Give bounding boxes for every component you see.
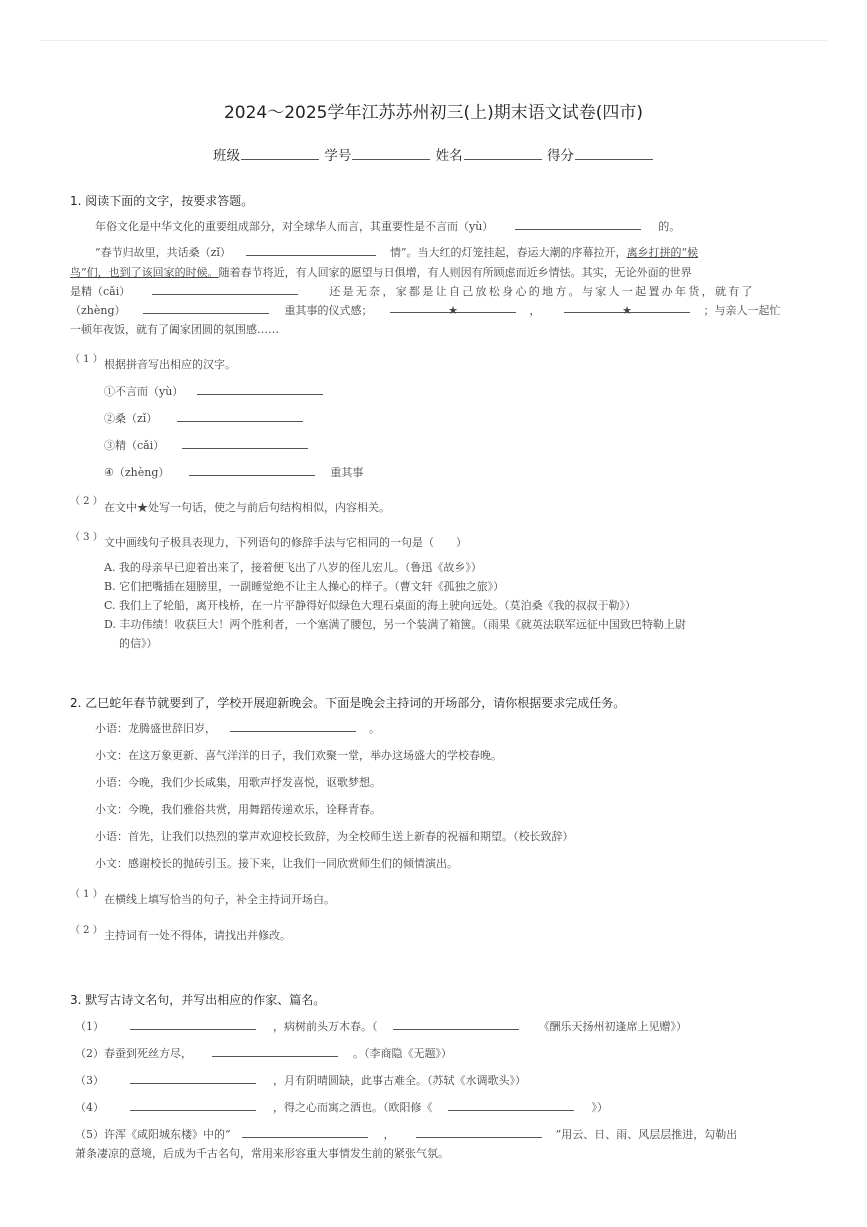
exam-title: 2024～2025学年江苏苏州初三(上)期末语文试卷(四市) bbox=[223, 103, 644, 123]
star-icon: ★ bbox=[137, 501, 148, 514]
id-label: 学号 bbox=[324, 148, 352, 164]
q1-s1-item4 bbox=[104, 463, 363, 482]
row-text: ，病树前头万木春。（ bbox=[273, 1020, 378, 1033]
q2-heading: 2. 乙巳蛇年春节就要到了，学校开展迎新晚会。下面是晚会主持词的开场部分，请你根据要求完成任务。 bbox=[70, 696, 626, 710]
answer-blank[interactable] bbox=[393, 1018, 519, 1030]
answer-blank[interactable] bbox=[448, 1099, 574, 1111]
q2-line4: 小文：今晚，我们雅俗共赏，用舞蹈传递欢乐，诠释青春。 bbox=[95, 803, 381, 816]
q1-s2-number: （ 2 ） bbox=[70, 496, 103, 507]
q3-row2 bbox=[75, 1044, 452, 1063]
answer-blank[interactable] bbox=[130, 1099, 256, 1111]
answer-blank[interactable] bbox=[130, 1072, 256, 1084]
row-label: （4） bbox=[75, 1101, 104, 1114]
q2-s2-number: （ 2 ） bbox=[70, 925, 103, 936]
q2-line3: 小语：今晚，我们少长咸集，用歌声抒发喜悦，讴歌梦想。 bbox=[95, 776, 381, 789]
q2-line1-end: 。 bbox=[369, 722, 380, 735]
q1-line3-text: 随着春节将近，有人回家的愿望与日俱增，有人则因有所顾虑而近乡情怯。其实，无论外面的世界 bbox=[218, 266, 692, 279]
answer-blank[interactable] bbox=[212, 1045, 338, 1057]
q2-s2-prompt: 主持词有一处不得体，请找出并修改。 bbox=[104, 929, 291, 942]
q2-blank[interactable] bbox=[230, 720, 356, 732]
q1-line5-end: ；与亲人一起忙 bbox=[703, 304, 781, 317]
q1-blank-cai[interactable] bbox=[152, 283, 298, 295]
q2-line2: 小文：在这万象更新、喜气洋洋的日子，我们欢聚一堂，举办这场盛大的学校春晚。 bbox=[95, 749, 502, 762]
row-text-end: 《酬乐天扬州初逢席上见赠》） bbox=[538, 1020, 687, 1033]
row-text-end: ”用云、日、雨、风层层推进，勾勒出 bbox=[555, 1128, 738, 1141]
name-label: 姓名 bbox=[435, 148, 463, 164]
top-divider bbox=[40, 40, 827, 41]
q1-blank-yu[interactable] bbox=[515, 218, 641, 230]
q2-line5: 小语：首先，让我们以热烈的掌声欢迎校长致辞，为全校师生送上新春的祝福和期望。（校长致辞） bbox=[95, 830, 574, 843]
q3-row3 bbox=[75, 1071, 526, 1090]
q2-s1-number: （ 1 ） bbox=[70, 889, 103, 900]
q1-line3 bbox=[70, 263, 692, 282]
score-blank[interactable] bbox=[575, 147, 653, 160]
q1-line1-end: 的。 bbox=[658, 220, 681, 233]
row-label: （1） bbox=[75, 1020, 104, 1033]
answer-blank[interactable] bbox=[182, 437, 308, 449]
student-info-fields bbox=[0, 144, 867, 164]
row-text: （5）许浑《咸阳城东楼》中的“ bbox=[75, 1128, 231, 1141]
q1-line5-mid: 重其事的仪式感； bbox=[284, 304, 373, 317]
q1-heading: 1. 阅读下面的文字，按要求答题。 bbox=[70, 194, 254, 208]
class-label: 班级 bbox=[213, 148, 241, 164]
q1-line6: 一顿年夜饭，就有了阖家团圆的氛围感…… bbox=[70, 323, 279, 336]
q2-line1 bbox=[95, 719, 380, 738]
answer-blank[interactable] bbox=[416, 1126, 542, 1138]
star-icon: ★ bbox=[622, 304, 632, 317]
q1-option-d-cont: 的信》） bbox=[119, 637, 158, 650]
q1-line2-mid: 情”。当大红的灯笼挂起，春运大潮的序幕拉开， bbox=[389, 246, 627, 259]
q1-s1-item1 bbox=[104, 382, 323, 401]
q1-s3-prompt: 文中画线句子极具表现力，下列语句的修辞手法与它相同的一句是（ ） bbox=[104, 536, 467, 549]
item-label: ④（zhèng） bbox=[104, 466, 170, 479]
row-text: （2）春蚕到死丝方尽， bbox=[75, 1047, 192, 1060]
answer-blank[interactable] bbox=[242, 1126, 368, 1138]
item-label: ③精（cǎi） bbox=[104, 439, 165, 452]
row-text: ，得之心而寓之酒也。（欧阳修《 bbox=[273, 1101, 433, 1114]
q1-line4-end: 还是无奈，家都是让自己放松身心的地方。与家人一起置办年货，就有了 bbox=[329, 285, 755, 298]
q1-s1-item3 bbox=[104, 436, 308, 455]
row-text-end: 》） bbox=[591, 1101, 608, 1114]
q3-row4 bbox=[75, 1098, 608, 1117]
q3-row1 bbox=[75, 1017, 687, 1036]
q1-blank-zi[interactable] bbox=[246, 244, 376, 256]
q1-s1-number: （ 1 ） bbox=[70, 354, 103, 365]
q3-row6: 萧条凄凉的意境，后成为千古名句，常用来形容重大事情发生前的紧张气氛。 bbox=[75, 1147, 449, 1160]
star-icon: ★ bbox=[448, 304, 458, 317]
answer-blank[interactable] bbox=[197, 383, 323, 395]
q3-row5 bbox=[75, 1125, 737, 1144]
q2-line6: 小文：感谢校长的抛砖引玉。接下来，让我们一同欣赏师生们的倾情演出。 bbox=[95, 857, 458, 870]
q1-underlined-a: 离乡打拼的“候 bbox=[626, 246, 699, 259]
s2-text-b: 处写一句话，使之与前后句结构相似，内容相关。 bbox=[148, 501, 390, 514]
q1-blank-star1[interactable] bbox=[390, 301, 516, 317]
row-label: （3） bbox=[75, 1074, 104, 1087]
q1-comma: ， bbox=[529, 304, 541, 317]
q1-s2-prompt bbox=[104, 498, 390, 517]
q1-underlined-b: 鸟”们，也到了该回家的时候。 bbox=[70, 266, 219, 279]
q1-blank-zheng[interactable] bbox=[143, 302, 269, 314]
q1-blank-star2[interactable] bbox=[564, 301, 690, 317]
q1-line1-text: 年俗文化是中华文化的重要组成部分，对全球华人而言，其重要性是不言而（yù） bbox=[95, 220, 494, 233]
q3-heading: 3. 默写古诗文名句，并写出相应的作家、篇名。 bbox=[70, 993, 326, 1007]
q2-s1-prompt: 在横线上填写恰当的句子，补全主持词开场白。 bbox=[104, 893, 335, 906]
q1-option-c[interactable]: C. 我们上了轮船，离开栈桥，在一片平静得好似绿色大理石桌面的海上驶向远处。（莫泊桑《我的叔叔于勒》） bbox=[104, 599, 637, 612]
q1-option-d[interactable]: D. 丰功伟绩！收获巨大！两个胜利者，一个塞满了腰包，另一个装满了箱箧。（雨果《就英法联军远征中国致巴特勒上尉 bbox=[104, 618, 686, 631]
q1-line2 bbox=[95, 243, 698, 262]
row-text-end: 。（李商隐《无题》） bbox=[353, 1047, 452, 1060]
answer-blank[interactable] bbox=[177, 410, 303, 422]
q1-line5-text: （zhèng） bbox=[70, 304, 126, 317]
answer-blank[interactable] bbox=[130, 1018, 256, 1030]
class-blank[interactable] bbox=[241, 147, 319, 160]
s2-text-a: 在文中 bbox=[104, 501, 137, 514]
q1-line5 bbox=[70, 301, 781, 320]
id-blank[interactable] bbox=[352, 147, 430, 160]
q1-option-a[interactable]: A. 我的母亲早已迎着出来了，接着便飞出了八岁的侄儿宏儿。（鲁迅《故乡》） bbox=[104, 561, 482, 574]
item-tail: 重其事 bbox=[330, 466, 364, 479]
q1-option-b[interactable]: B. 它们把嘴插在翅膀里，一副睡觉绝不让主人操心的样子。（曹文轩《孤独之旅》） bbox=[104, 580, 505, 593]
q1-line2-text: “春节归故里，共话桑（zǐ） bbox=[95, 246, 231, 259]
q1-line4 bbox=[70, 282, 755, 301]
row-text: ，月有阴晴圆缺，此事古难全。（苏轼《水调歌头》） bbox=[273, 1074, 526, 1087]
item-label: ②桑（zǐ） bbox=[104, 412, 158, 425]
q1-line4-text: 是精（cǎi） bbox=[70, 285, 131, 298]
answer-blank[interactable] bbox=[189, 464, 315, 476]
item-label: ①不言而（yù） bbox=[104, 385, 184, 398]
q1-s3-number: （ 3 ） bbox=[70, 532, 103, 543]
q1-s1-item2 bbox=[104, 409, 303, 428]
row-comma: ， bbox=[383, 1128, 395, 1141]
q1-s1-prompt: 根据拼音写出相应的汉字。 bbox=[104, 358, 236, 371]
q1-line1 bbox=[95, 217, 680, 236]
q2-line1-text: 小语：龙腾盛世辞旧岁， bbox=[95, 722, 216, 735]
score-label: 得分 bbox=[546, 148, 574, 164]
name-blank[interactable] bbox=[464, 147, 542, 160]
